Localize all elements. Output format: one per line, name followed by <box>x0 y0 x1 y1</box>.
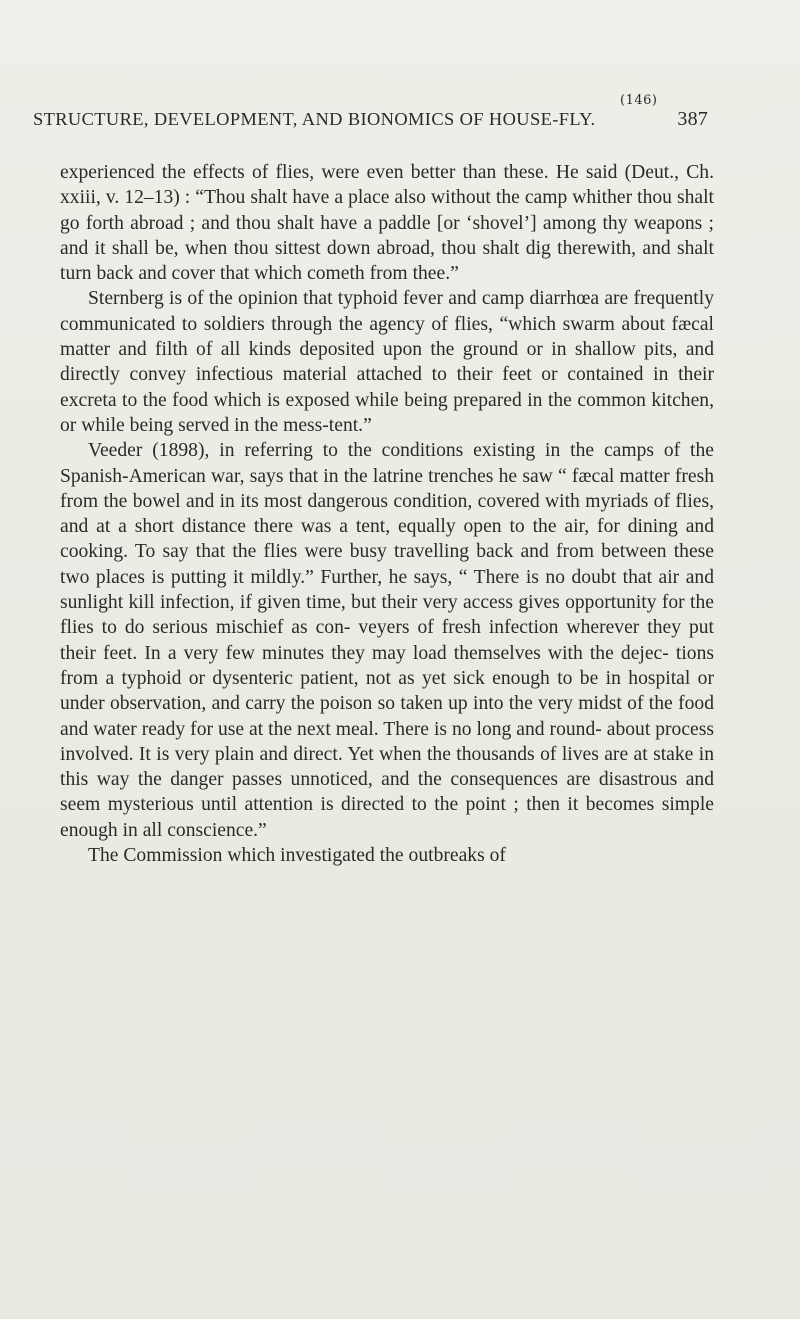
paragraph-sternberg: Sternberg is of the opinion that typhoid fever and camp diarrhœa are frequently communicated to soldiers through the agency of flies, “which swarm about fæcal matter and filth of all kinds deposited upon the ground or in shallow pits, and directly convey infectious material attached to their feet or contained in their excreta to the food which is exposed while being prepared in the common kitchen, or while being served in the mess-tent.” <box>60 288 714 436</box>
body-text <box>60 160 714 868</box>
paragraph-continuation: experienced the effects of flies, were even better than these. He said (Deut., Ch. xxiii, v. 12–13) : “Thou shalt have a place also without the camp whither thou shalt go forth abroad ; and thou shalt have a paddle [or ‘shovel’] among thy weapons ; and it shall be, when thou sittest down abroad, thou shalt dig therewith, and shalt turn back and cover that which cometh from thee.” <box>60 162 714 285</box>
plate-number: (146) <box>620 93 658 108</box>
running-title: STRUCTURE, DEVELOPMENT, AND BIONOMICS OF HOUSE-FLY. <box>33 109 596 129</box>
paragraph-veeder: Veeder (1898), in referring to the conditions existing in the camps of the Spanish-American war, says that in the latrine trenches he saw “ fæcal matter fresh from the bowel and in its most dangerous condition, covered with myriads of flies, and at a short distance there was a tent, equally open to the air, for dining and cooking. To say that the flies were busy travelling back and from between these two places is putting it mildly.” Further, he says, “ There is no doubt that air and sunlight kill infection, if given time, but their very access gives opportunity for the flies to do serious mischief as con- veyers of fresh infection wherever they put their feet. In a very few minutes they may load themselves with the dejec- tions from a typhoid or dysenteric patient, not as yet sick enough to be in hospital or under observation, and carry the poison so taken up into the very midst of the food and water ready for use at the next meal. There is no long and round- about process involved. It is very plain and direct. Yet when the thousands of lives are at stake in this way the danger passes unnoticed, and the consequences are disastrous and seem mysterious until attention is directed to the point ; then it becomes simple enough in all conscience.” <box>60 440 714 841</box>
paragraph-commission: The Commission which investigated the outbreaks of <box>88 845 506 867</box>
page-number: 387 <box>677 108 708 130</box>
running-head <box>33 108 708 131</box>
